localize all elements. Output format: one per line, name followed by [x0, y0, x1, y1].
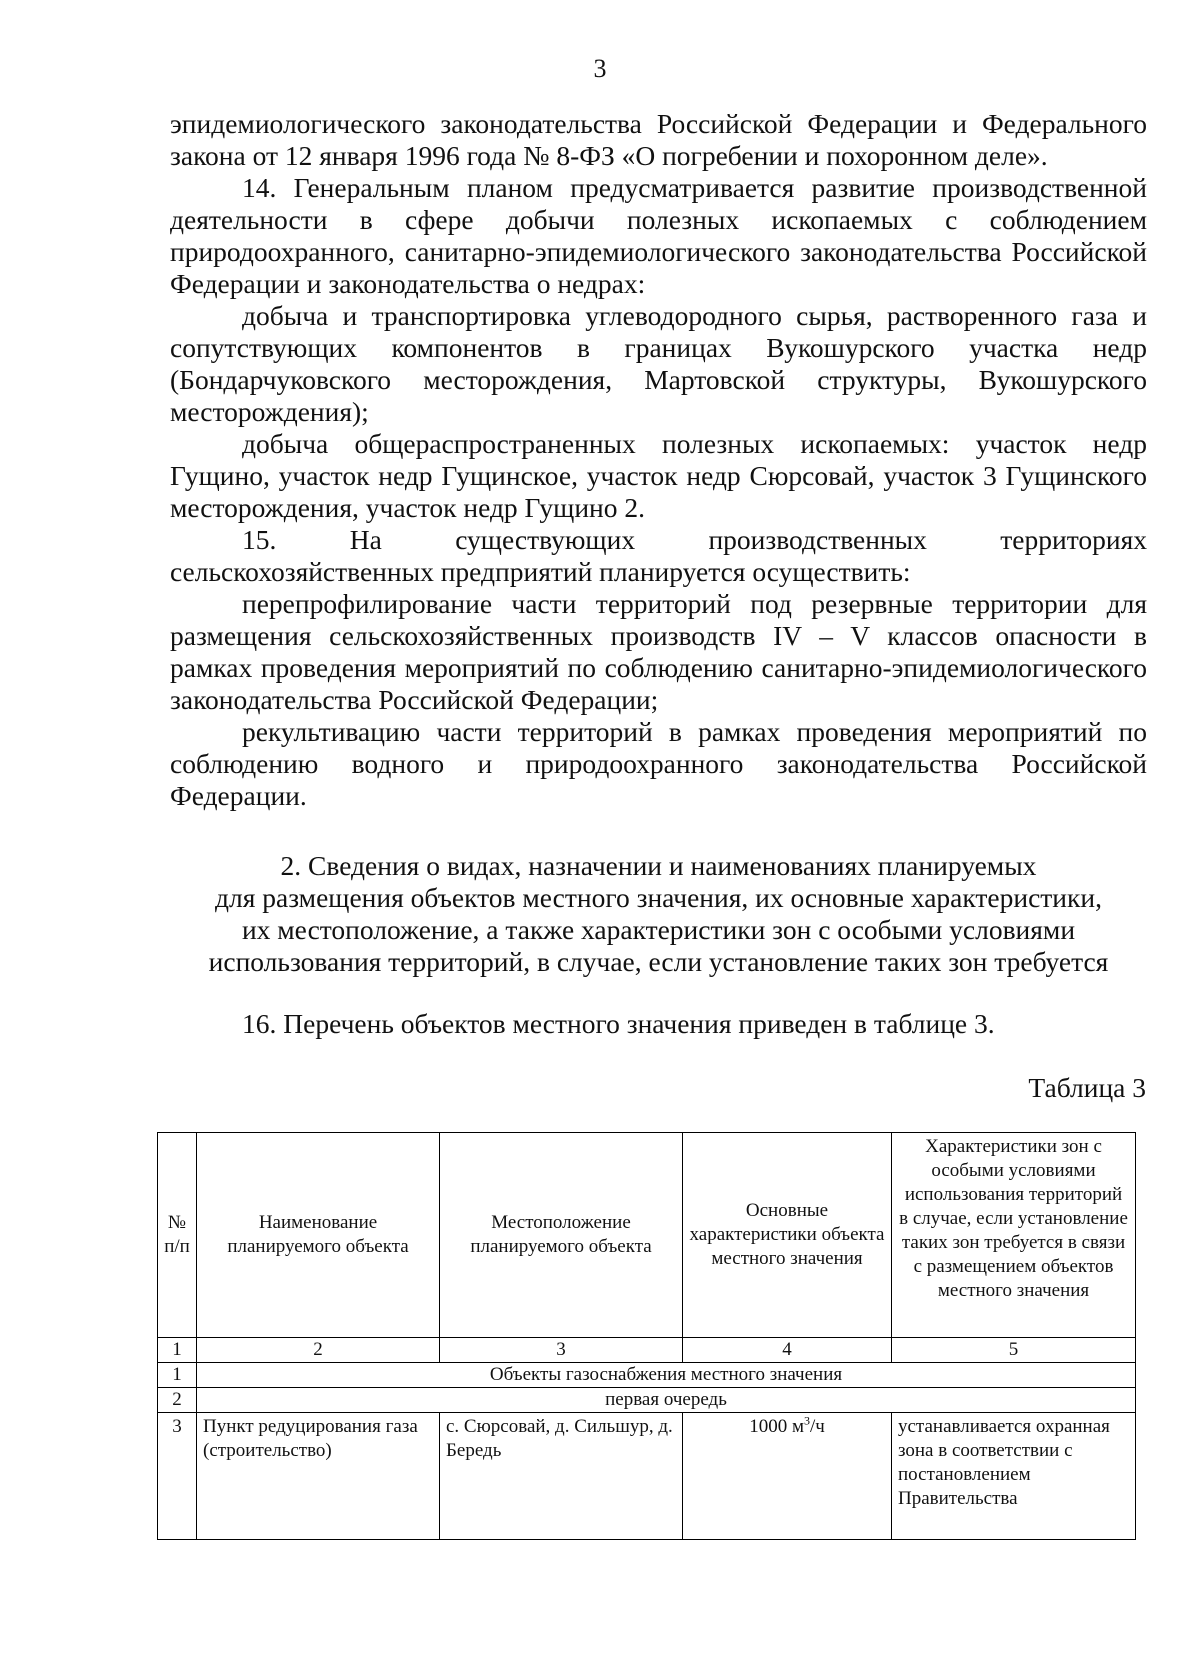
capacity-exponent: 3	[803, 1413, 810, 1428]
column-number: 2	[197, 1338, 440, 1363]
paragraph: добыча общераспространенных полезных ископаемых: участок недр Гущино, участок недр Гущинское, участок недр Сюрсовай, участок 3 Гущинского месторождения, участок недр Гущино 2.	[170, 428, 1147, 523]
object-characteristics-cell	[683, 1413, 892, 1540]
objects-table	[157, 1132, 1136, 1540]
paragraph: эпидемиологического законодательства Российской Федерации и Федерального закона от 12 января 1996 года № 8-ФЗ «О погребении и похоронном деле».	[170, 108, 1147, 171]
table-stage-row	[158, 1388, 1136, 1413]
capacity-unit: /ч	[809, 1416, 825, 1437]
stage-title: первая очередь	[197, 1388, 1136, 1413]
section-heading-line: их местоположение, а также характеристики зон с особыми условиями	[241, 914, 1076, 945]
header-cell-zones: Характеристики зон с особыми условиями использования территорий в случае, если установление таких зон требуется в связи с размещением объектов местного значения	[892, 1133, 1136, 1338]
table-caption: Таблица 3	[1028, 1072, 1146, 1103]
object-name-cell: Пункт редуцирования газа (строительство)	[197, 1413, 440, 1540]
header-cell-name: Наименование планируемого объекта	[197, 1133, 440, 1338]
paragraph: рекультивацию части территорий в рамках проведения мероприятий по соблюдению водного и природоохранного законодательства Российской Федерации.	[170, 716, 1147, 811]
paragraph-item-14: 14. Генеральным планом предусматривается развитие производственной деятельности в сфере добычи полезных ископаемых с соблюдением природоохранного, санитарно-эпидемиологического законодательства Российской Федерации и законодательства о недрах:	[170, 172, 1147, 299]
section-heading-line: 2. Сведения о видах, назначении и наименованиях планируемых	[280, 850, 1037, 881]
section-heading	[170, 850, 1147, 978]
header-cell-characteristics: Основные характеристики объекта местного значения	[683, 1133, 892, 1338]
object-location-cell: с. Сюрсовай, д. Сильшур, д. Бередь	[440, 1413, 683, 1540]
row-number: 3	[158, 1413, 197, 1540]
paragraph-item-15: 15. На существующих производственных территориях сельскохозяйственных предприятий планируется осуществить:	[170, 524, 1147, 587]
table-group-row	[158, 1363, 1136, 1388]
paragraph-item-16: 16. Перечень объектов местного значения приведен в таблице 3.	[242, 1008, 995, 1039]
table-header-row	[158, 1133, 1136, 1338]
paragraph: перепрофилирование части территорий под резервные территории для размещения сельскохозяйственных производств IV – V классов опасности в рамках проведения мероприятий по соблюдению санитарно-эпидемиологического законодательства Российской Федерации;	[170, 588, 1147, 715]
header-cell-number: № п/п	[158, 1133, 197, 1338]
column-number: 5	[892, 1338, 1136, 1363]
row-number: 1	[158, 1363, 197, 1388]
body-text	[170, 108, 1147, 812]
column-number: 1	[158, 1338, 197, 1363]
paragraph: добыча и транспортировка углеводородного сырья, растворенного газа и сопутствующих компонентов в границах Вукошурского участка недр (Бондарчуковского месторождения, Мартовской структуры, Вукошурского месторождения);	[170, 300, 1147, 427]
zone-characteristics-cell: устанавливается охранная зона в соответствии с постановлением Правительства	[892, 1413, 1136, 1540]
column-number: 3	[440, 1338, 683, 1363]
header-cell-location: Местоположение планируемого объекта	[440, 1133, 683, 1338]
group-title: Объекты газоснабжения местного значения	[197, 1363, 1136, 1388]
column-number-row	[158, 1338, 1136, 1363]
column-number: 4	[683, 1338, 892, 1363]
section-heading-line: для размещения объектов местного значения, их основные характеристики,	[215, 882, 1102, 913]
capacity-value: 1000 м	[749, 1416, 804, 1437]
section-heading-line: использования территорий, в случае, если установление таких зон требуется	[208, 946, 1109, 977]
table-row	[158, 1413, 1136, 1540]
row-number: 2	[158, 1388, 197, 1413]
page-number: 3	[593, 54, 607, 83]
